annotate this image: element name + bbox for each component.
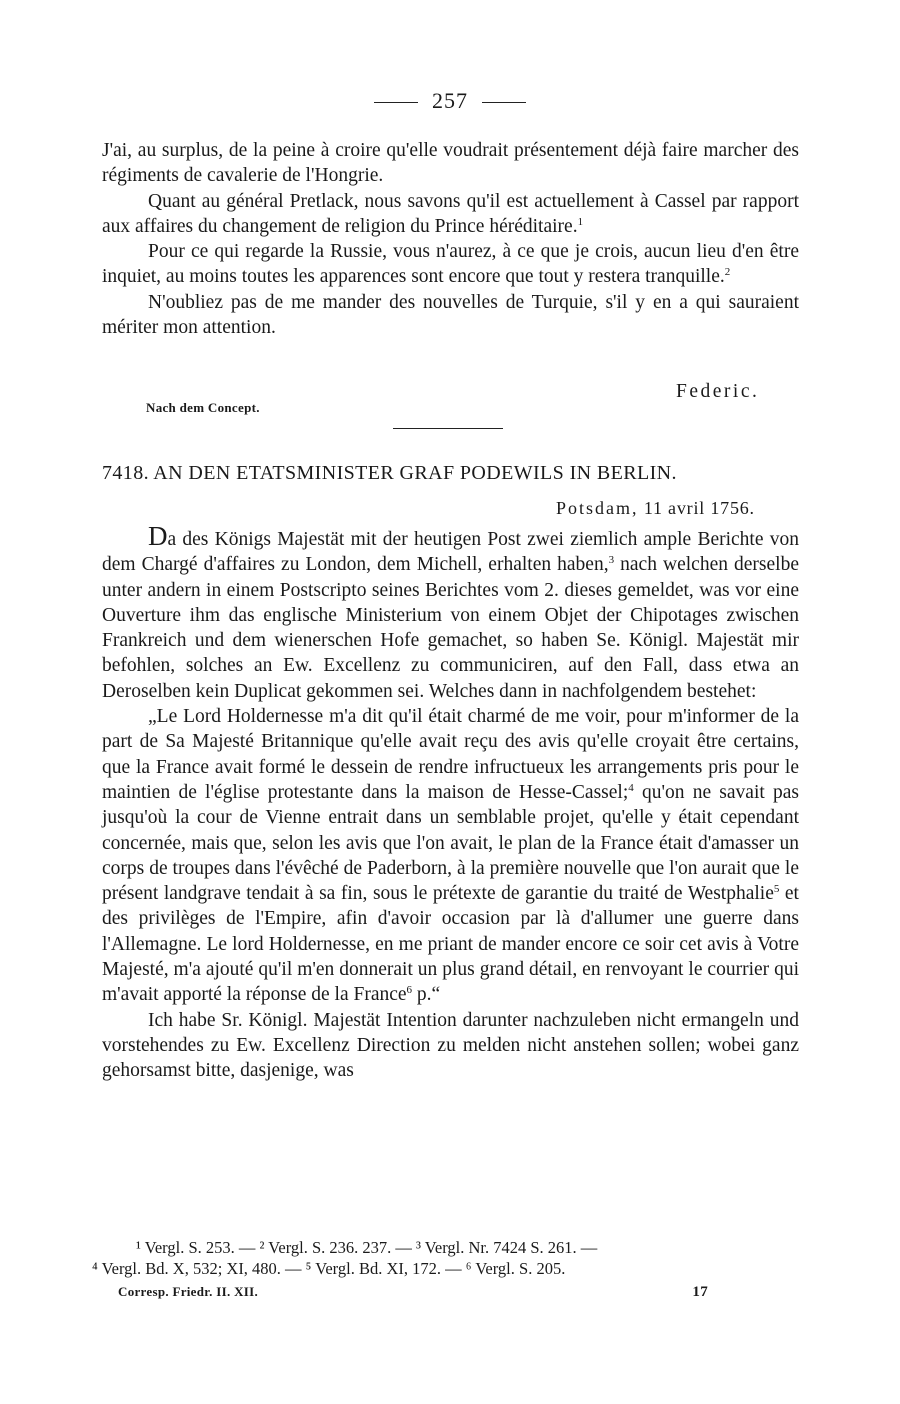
paragraph-text: nach welchen derselbe unter andern in einem Postscripto seines Berichtes vom 2. dieses gemeldet, was vor eine Ouverture ihm das englische Ministerium von einem Objet der Chipotages zwischen Frankreich und dem wienerschen Hofe gemachet, so haben Se. Königl. Majestät mir befohlen, solches an Ew. Excellenz zu communiciren, auf den Fall, dass etwa an Deroselben kein Duplicat gekommen sei. Welches dann in nachfolgendem bestehet: bbox=[102, 554, 799, 702]
paragraph-text: J'ai, au surplus, de la peine à croire qu'elle voudrait présentement déjà faire marcher des régiments de cavalerie de l'Hongrie. bbox=[102, 140, 799, 187]
footnote-ref: 1 bbox=[577, 215, 584, 228]
paragraph-text: Pour ce qui regarde la Russie, vous n'aurez, à ce que je crois, aucun lieu d'en être inquiet, au moins toutes les apparences sont encore que tout y restera tranquille. bbox=[102, 241, 799, 288]
paragraph-text: qu'on ne savait pas jusqu'où la cour de Vienne entrait dans un semblable projet, qu'elle y était cependant concernée, mais que, selon les avis que l'on avait, le plan de la France était d'amasser un corps de troupes dans l'évêché de Paderborn, à la première nouvelle que l'on aurait que le présent landgrave tendait à sa fin, sous le prétexte de garantie du traité de Westphalie bbox=[102, 781, 799, 905]
footnote-ref: 3 bbox=[608, 554, 615, 567]
page-header bbox=[0, 88, 900, 114]
dateline bbox=[556, 498, 755, 519]
paragraph bbox=[102, 239, 799, 290]
paragraph bbox=[102, 521, 799, 704]
paragraph bbox=[102, 138, 799, 189]
dateline-place: Potsdam, bbox=[556, 498, 639, 518]
letter-title: 7418. AN DEN ETATSMINISTER GRAF PODEWILS IN BERLIN. bbox=[102, 462, 677, 484]
paragraph-text: Quant au général Pretlack, nous savons qu'il est actuellement à Cassel par rapport aux affaires du changement de religion du Prince héréditaire. bbox=[102, 190, 799, 237]
page-footer bbox=[118, 1284, 708, 1300]
header-dash-left bbox=[374, 102, 418, 103]
paragraph bbox=[102, 189, 799, 240]
page-number: 257 bbox=[432, 88, 468, 113]
signature: Federic. bbox=[676, 381, 760, 402]
source-note: Nach dem Concept. bbox=[146, 400, 260, 415]
series-title: Corresp. Friedr. II. XII. bbox=[118, 1284, 259, 1299]
footnote-line: ⁴ Vergl. Bd. X, 532; XI, 480. — ⁵ Vergl. Bd. XI, 172. — ⁶ Vergl. S. 205. bbox=[92, 1259, 566, 1278]
previous-letter-ending bbox=[102, 138, 799, 340]
footnote-ref: 4 bbox=[628, 781, 634, 794]
dateline-date: 11 avril 1756. bbox=[643, 498, 755, 518]
footnote-ref: 6 bbox=[406, 984, 413, 997]
header-dash-right bbox=[482, 102, 526, 103]
paragraph-text: et des privilèges de l'Empire, afin d'avoir occasion par là d'allumer une guerre dans l'Allemagne. Le lord Holdernesse, en me priant de mander encore ce soir cet avis à Votre Majesté, m'a ajouté qu'il m'en donnerait un plus grand détail, en renvoyant le courrier qui m'avait apporté la réponse de la France bbox=[102, 883, 799, 1006]
paragraph-text: „Le Lord Holdernesse m'a dit qu'il était charmé de me voir, pour m'informer de la part de Sa Majesté Britannique qu'elle avait reçu des avis qu'elle croyait être certains, que la France avait formé le dessein de rendre infructueux les arrangements pris pour le maintien de l'église protestante dans la maison de Hesse-Cassel; bbox=[102, 706, 799, 803]
section-divider bbox=[393, 428, 503, 429]
initial-letter: D bbox=[148, 521, 168, 551]
footnotes bbox=[92, 1237, 802, 1279]
paragraph-text: p.“ bbox=[412, 984, 441, 1006]
paragraph-text: N'oubliez pas de me mander des nouvelles de Turquie, s'il y en a qui sauraient mériter mon attention. bbox=[102, 291, 799, 339]
paragraph-text: a des Königs Majestät mit der heutigen Post zwei ziemlich ample Berichte von dem Chargé d'affaires zu London, dem Michell, erhalten haben, bbox=[102, 529, 799, 576]
quoted-paragraph bbox=[102, 704, 799, 1008]
signature-mark: 17 bbox=[692, 1284, 708, 1300]
paragraph bbox=[102, 1008, 799, 1084]
paragraph bbox=[102, 290, 799, 341]
paragraph-text: Ich habe Sr. Königl. Majestät Intention darunter nachzuleben nicht ermangeln und vorstehendes zu Ew. Excellenz Direction zu melden nicht anstehen sollen; wobei ganz gehorsamst bitte, dasjenige, was bbox=[102, 1009, 799, 1082]
footnote-line: ¹ Vergl. S. 253. — ² Vergl. S. 236. 237. — ³ Vergl. Nr. 7424 S. 261. — bbox=[136, 1238, 598, 1257]
footnote-ref: 5 bbox=[773, 883, 780, 896]
footnote-ref: 2 bbox=[724, 266, 731, 279]
letter-body bbox=[102, 521, 799, 1084]
